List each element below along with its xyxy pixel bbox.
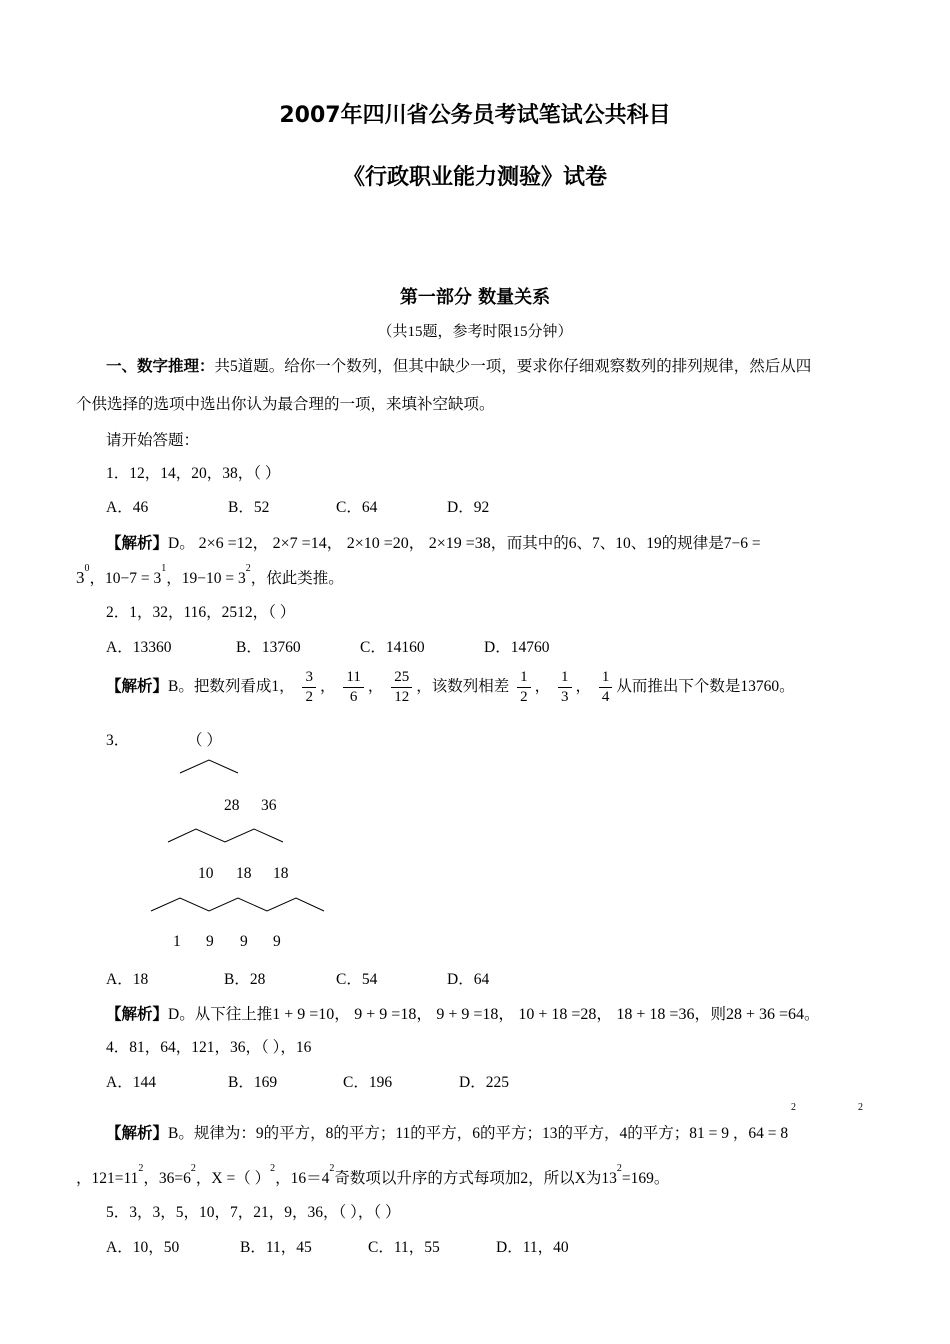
q3-row3-num-1: 10 (198, 865, 214, 882)
q4-option-b: B．169 (228, 1074, 278, 1091)
q1-option-a: A．46 (106, 499, 149, 516)
intro-start: 请开始答题： (106, 432, 200, 449)
q2-option-a: A．13360 (106, 639, 172, 656)
q2-diff-2: $\frac{1}{3}$ (558, 668, 572, 707)
q1-stem: 1．12，14，20，38，（ ） (106, 465, 281, 482)
q1-base: 3 (76, 568, 85, 587)
q5-option-b: B．11，45 (240, 1239, 312, 1256)
analysis-label: 【解析】 (106, 1124, 169, 1142)
q1-conclusion: ，依此类推。 (250, 570, 344, 587)
q2-option-d: D．14760 (484, 639, 550, 656)
q3-then: 则 (710, 1006, 726, 1023)
q5-option-a: A．10，50 (106, 1239, 180, 1256)
intro-label: 一、数字推理： (106, 357, 215, 375)
analysis-label: 【解析】 (106, 1005, 169, 1023)
q4-option-c: C．196 (343, 1074, 393, 1091)
q1-option-d: D．92 (447, 499, 490, 516)
q4-analysis-line-2: ，$121=11^2$，$36=6^2$，X =（ ）$^2$，$16=4^2$奇数项以升序的方式每项加2，所以X为$13^2=169$。 (76, 1163, 670, 1187)
q3-result: 28 + 36 =64 (725, 1006, 805, 1023)
q1-step-3: ，19−10 = 3 (166, 570, 246, 587)
q2-option-c: C．14160 (360, 639, 425, 656)
q2-fraction-2: $\frac{11}{6}$ (343, 668, 363, 707)
q1-equations: 2×6 =12， 2×7 =14， 2×10 =20， 2×19 =38， (198, 535, 507, 552)
q4-square-mark-1: 2 (791, 1102, 796, 1113)
q1-option-b: B．52 (228, 499, 270, 516)
part-heading: 第一部分 数量关系 (399, 287, 551, 308)
q2-fraction-3: $\frac{25}{12}$ (391, 668, 412, 707)
q2-stem: 2．1，32，116，2512，（ ） (106, 604, 296, 621)
q3-option-a: A．18 (106, 971, 149, 988)
q3-row2-num-1: 28 (224, 797, 240, 814)
q3-blank: （ ） (187, 732, 222, 749)
q2-option-b: B．13760 (236, 639, 301, 656)
q3-option-d: D．64 (447, 971, 490, 988)
q3-row4-num-3: 9 (240, 933, 248, 950)
q2-conclusion: 从而推出下个数是13760。 (616, 677, 795, 695)
q2-diff-3: $\frac{1}{4}$ (599, 668, 613, 707)
q3-equations: 1 + 9 =10， 9 + 9 =18， 9 + 9 =18， 10 + 18 =28， 18 + 18 =36， (272, 1006, 711, 1023)
q1-exp-1: 1 (161, 563, 167, 574)
q3-stem: 3． (106, 732, 130, 749)
q1-exp-2: 2 (245, 563, 251, 574)
q2-mid-text: ，该数列相差 (416, 677, 510, 695)
q2-diff-1: $\frac{1}{2}$ (517, 668, 531, 707)
q3-analysis: 【解析】D。从下往上推1 + 9 =10， 9 + 9 =18， 9 + 9 =18， 10 + 18 =28， 18 + 18 =36，则28 + 36 =64。 (106, 1005, 820, 1023)
title-line-2: 《行政职业能力测验》试卷 (342, 165, 607, 190)
q3-row3-num-2: 18 (236, 865, 252, 882)
q3-zigzag-row-2 (168, 829, 283, 842)
title-line-1: 2007年四川省公务员考试笔试公共科目 (279, 103, 671, 128)
q3-answer: D。从下往上推 (168, 1006, 273, 1023)
q3-option-b: B．28 (224, 971, 266, 988)
q1-exp-0: 0 (84, 563, 90, 574)
q4-analysis-line-1 (106, 1121, 788, 1143)
q3-row4-num-1: 1 (173, 933, 181, 950)
q5-option-c: C．11，55 (368, 1239, 440, 1256)
q4-option-d: D．225 (459, 1074, 509, 1091)
q3-row4-num-2: 9 (206, 933, 214, 950)
q4-square-mark-2: 2 (858, 1102, 863, 1113)
intro-text-1: 共5道题。给你一个数列，但其中缺少一项，要求你仔细观察数列的排列规律，然后从四 (214, 358, 812, 375)
q5-stem: 5．3，3，5，10，7，21，9，36，（ ），（ ） (106, 1204, 401, 1221)
q1-step-2: ，10−7 = 3 (89, 570, 162, 587)
q1-option-c: C．64 (336, 499, 378, 516)
q2-analysis: 【解析】B。把数列看成1， $\frac{3}{2}$ ， $\frac{11}{6}$ ， $\frac{25}{12}$ ，该数列相差 $\frac{1}{2}$ ， $\frac{1}{3}$ ， $\frac{1}{4}$ 从而推出下个数是13760。 (106, 669, 795, 705)
q1-rule: 而其中的6、7、10、19的规律是7−6 = (506, 535, 761, 552)
q4-option-a: A．144 (106, 1074, 156, 1091)
q2-fraction-1: $\frac{3}{2}$ (302, 668, 316, 707)
q3-row3-num-3: 18 (273, 865, 289, 882)
q3-zigzag-row-1 (180, 760, 238, 773)
q3-option-c: C．54 (336, 971, 378, 988)
part-note: （共15题，参考时限15分钟） (377, 324, 573, 340)
q3-row4-num-4: 9 (273, 933, 281, 950)
q4-stem: 4．81，64，121，36，（ ），16 (106, 1039, 312, 1056)
q3-zigzag-row-3 (151, 898, 324, 911)
q5-option-d: D．11，40 (496, 1239, 569, 1256)
q1-answer: D。 (168, 535, 195, 552)
intro-line-2: 个供选择的选项中选出你认为最合理的一项，来填补空缺项。 (76, 396, 495, 413)
q3-row2-num-2: 36 (261, 797, 277, 814)
q4-rule: B。规律为：9的平方，8的平方；11的平方，6的平方；13的平方，4的平方；81 = 9 ，64 = 8 (168, 1125, 789, 1142)
q2-answer: B。把数列看成1， (168, 677, 295, 695)
analysis-label: 【解析】 (106, 676, 169, 695)
analysis-label: 【解析】 (106, 534, 169, 552)
